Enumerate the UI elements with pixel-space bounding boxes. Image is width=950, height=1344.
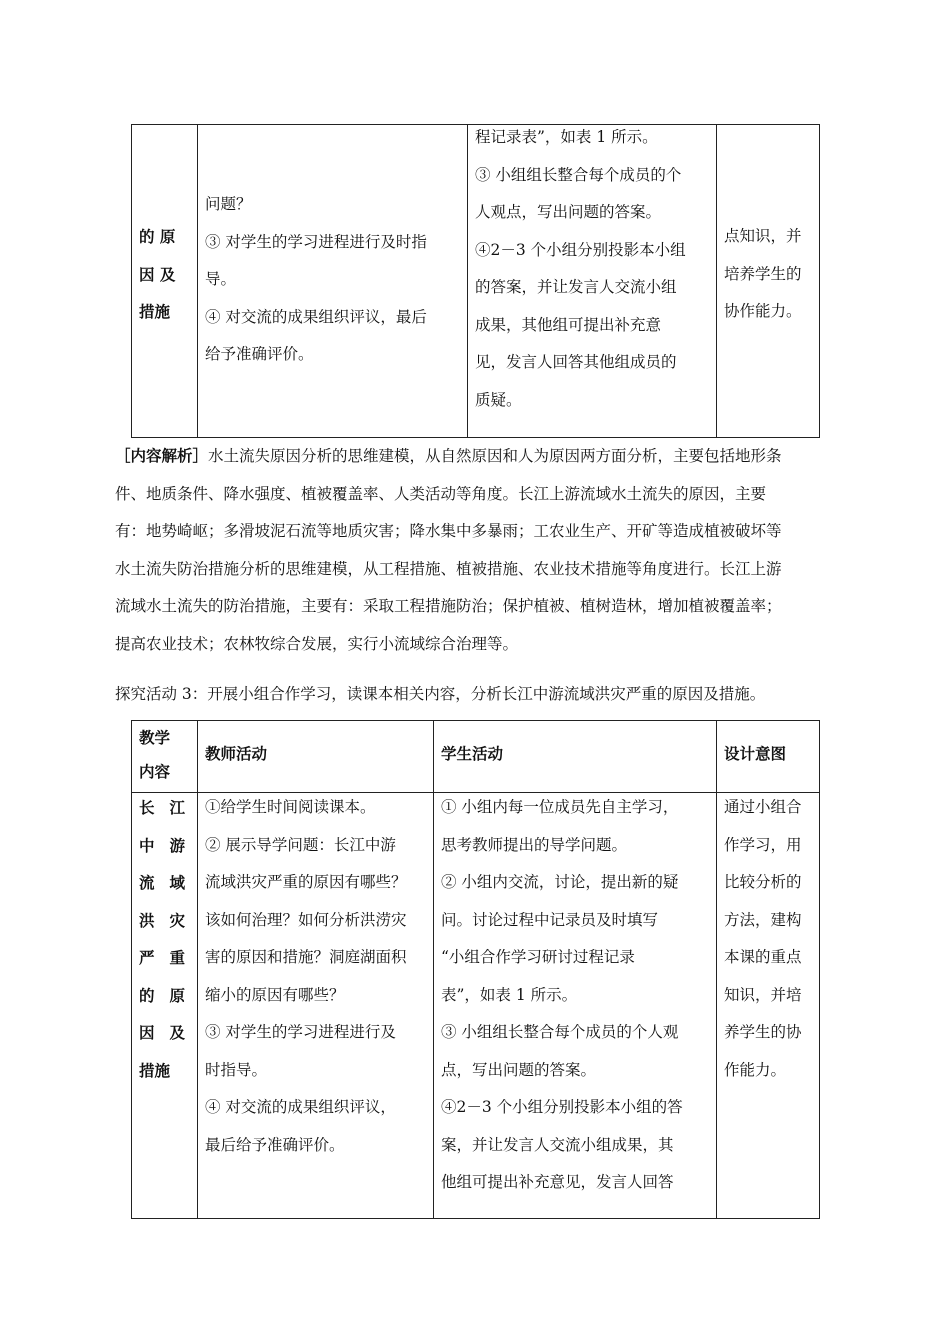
teacher-activity-line: 流域洪灾严重的原因有哪些？ [205, 873, 407, 891]
analysis-line: 流域水土流失的防治措施，主要有：采取工程措施防治；保护植被、植树造林，增加植被覆盖率； [115, 597, 782, 615]
lesson-table-continued [131, 124, 820, 438]
student-activity-line: ④2－3 个小组分别投影本小组的答 [441, 1098, 683, 1116]
student-activity-line: ④2－3 个小组分别投影本小组 [475, 240, 686, 259]
design-intent-line: 协作能力。 [724, 302, 802, 320]
header-design: 设计意图 [717, 721, 820, 793]
design-intent-line: 方法，建构 [724, 910, 802, 929]
header-student: 学生活动 [434, 721, 717, 793]
content-line: 措施 [139, 302, 171, 321]
student-activity-line: 点，写出问题的答案。 [441, 1060, 597, 1079]
teacher-activity-line: ③ 对学生的学习进程进行及 [205, 1023, 396, 1041]
analysis-line: 有：地势崎岖；多滑坡泥石流等地质灾害；降水集中多暴雨；工农业生产、开矿等造成植被破坏等 [115, 522, 782, 540]
analysis-line: 水土流失防治措施分析的思维建模，从工程措施、植被措施、农业技术措施等角度进行。长江上游 [115, 559, 782, 578]
table1-design-cell [717, 125, 820, 438]
header-content: 教学 内容 [132, 721, 198, 793]
content-analysis [115, 437, 845, 663]
table1-teacher-cell [198, 125, 468, 438]
teacher-activity-line: 该如何治理？如何分析洪涝灾 [205, 910, 407, 929]
teacher-activity-line: 害的原因和措施？洞庭湖面积 [205, 948, 407, 966]
design-intent-line: 作能力。 [724, 1060, 787, 1079]
analysis-line: 提高农业技术；农林牧综合发展，实行小流域综合治理等。 [115, 634, 519, 653]
analysis-line: 水土流失原因分析的思维建模，从自然原因和人为原因两方面分析，主要包括地形条 [208, 447, 782, 465]
teacher-activity-line: 最后给予准确评价。 [205, 1135, 345, 1154]
design-intent-line: 通过小组合 [724, 798, 802, 816]
teacher-activity-line: 给予准确评价。 [205, 345, 314, 363]
table-header-row [132, 721, 820, 793]
content-line: 长 江 [139, 798, 185, 817]
design-intent-line: 点知识，并 [724, 227, 802, 245]
student-activity-line: 的答案，并让发言人交流小组 [475, 278, 677, 296]
content-line: 洪 灾 [139, 910, 185, 930]
content-line: 的 原 [139, 227, 176, 246]
design-intent-cell [717, 793, 820, 1219]
table-row [132, 793, 820, 1219]
design-intent-line: 本课的重点 [724, 948, 802, 966]
content-line: 因 及 [139, 1023, 185, 1042]
table1-content-cell [132, 125, 198, 438]
student-activity-line: ① 小组内每一位成员先自主学习， [441, 798, 679, 816]
teacher-activity-line: 问题？ [205, 195, 252, 213]
student-activity-line: 质疑。 [475, 390, 522, 409]
student-activity-line: ③ 小组组长整合每个成员的个人观 [441, 1023, 679, 1041]
design-intent-line: 知识，并培 [724, 985, 802, 1004]
teacher-activity-line: ④ 对交流的成果组织评议，最后 [205, 307, 427, 326]
student-activity-line: 人观点，写出问题的答案。 [475, 203, 662, 221]
student-activity-line: 程记录表”，如表 1 所示。 [475, 128, 658, 146]
student-activity-cell [434, 793, 717, 1219]
design-intent-line: 比较分析的 [724, 873, 802, 891]
student-activity-line: 成果，其他组可提出补充意 [475, 315, 662, 334]
lesson-table-activity3 [131, 720, 820, 1219]
content-line: 因 及 [139, 264, 176, 284]
student-activity-line: ③ 小组组长整合每个成员的个 [475, 165, 682, 184]
content-line: 中 游 [139, 835, 185, 855]
analysis-line: 件、地质条件、降水强度、植被覆盖率、人类活动等角度。长江上游流域水土流失的原因，主要 [115, 484, 767, 503]
student-activity-line: 思考教师提出的导学问题。 [441, 835, 628, 854]
teacher-activity-line: 时指导。 [205, 1060, 268, 1079]
teacher-activity-line: ④ 对交流的成果组织评议， [205, 1098, 396, 1116]
teacher-activity-cell [198, 793, 434, 1219]
student-activity-line: 表”，如表 1 所示。 [441, 985, 578, 1004]
design-intent-line: 培养学生的 [724, 264, 802, 283]
activity3-title: 探究活动 3：开展小组合作学习，读课本相关内容，分析长江中游流域洪灾严重的原因及措施。 [115, 685, 766, 703]
content-cell [132, 793, 198, 1219]
content-line: 措施 [139, 1060, 171, 1080]
header-teacher: 教师活动 [198, 721, 434, 793]
teacher-activity-line: ③ 对学生的学习进程进行及时指 [205, 232, 427, 251]
table1-student-cell [468, 125, 717, 438]
content-line: 严 重 [139, 948, 185, 967]
student-activity-line: 他组可提出补充意见，发言人回答 [441, 1173, 674, 1191]
content-line: 的 原 [139, 985, 185, 1005]
student-activity-line: 问。讨论过程中记录员及时填写 [441, 910, 659, 929]
design-intent-line: 养学生的协 [724, 1023, 802, 1041]
teacher-activity-line: 导。 [205, 270, 237, 288]
teacher-activity-line: 缩小的原因有哪些？ [205, 985, 345, 1004]
content-line: 流 域 [139, 873, 185, 892]
teacher-activity-line: ② 展示导学问题：长江中游 [205, 835, 396, 854]
teacher-activity-line: ①给学生时间阅读课本。 [205, 798, 376, 816]
student-activity-line: 案，并让发言人交流小组成果，其 [441, 1135, 674, 1154]
analysis-label: ［内容解析］ [115, 446, 209, 465]
student-activity-line: 见，发言人回答其他组成员的 [475, 353, 677, 371]
design-intent-line: 作学习，用 [724, 835, 802, 854]
student-activity-line: ② 小组内交流，讨论，提出新的疑 [441, 873, 679, 891]
student-activity-line: “小组合作学习研讨过程记录 [441, 948, 635, 966]
